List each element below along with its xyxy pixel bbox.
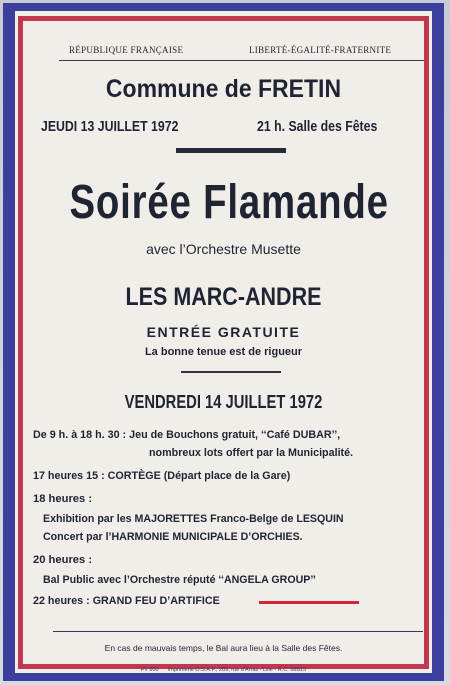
program-line (33, 554, 92, 566)
header-republique: RÉPUBLIQUE FRANÇAISE (69, 45, 184, 55)
program-time: 20 heures : (33, 554, 93, 566)
program-text: Jeu de Bouchons gratuit, ‘‘Café DUBAR’’, (129, 429, 341, 441)
header-rule (59, 60, 424, 61)
border-red-right (424, 16, 429, 669)
footer-rule (53, 631, 423, 632)
divider-bar (176, 148, 286, 153)
border-blue-bottom (3, 673, 444, 681)
program-time: De 9 h. à 18 h. 30 : (33, 429, 127, 441)
program-text: CORTÈGE (Départ place de la Gare) (107, 470, 291, 482)
program-line (33, 429, 340, 441)
dress-code: La bonne tenue est de rigueur (144, 346, 303, 358)
program-time: 17 heures 15 : (33, 470, 105, 482)
header-devise: LIBERTÉ-ÉGALITÉ-FRATERNITE (249, 45, 392, 55)
program-text: nombreux lots offert par la Municipalité. (149, 447, 354, 459)
program-line (43, 574, 316, 586)
border-blue-right (432, 3, 444, 681)
program-text: Concert par l’HARMONIE MUNICIPALE D’ORCHIES. (43, 531, 303, 543)
event-title: Soirée Flamande (69, 176, 389, 229)
printer-line (31, 667, 416, 673)
printer-code: FV 800 (140, 667, 159, 673)
entry-free: ENTRÉE GRATUITE (146, 324, 301, 340)
program-line (43, 513, 344, 525)
weather-note: En cas de mauvais temps, le Bal aura lieu à la Salle des Fêtes. (104, 643, 343, 653)
event-subtitle: avec l’Orchestre Musette (146, 241, 301, 257)
border-blue-top (3, 3, 444, 11)
program-text: Bal Public avec l’Orchestre réputé ‘‘ANGELA GROUP’’ (43, 574, 316, 586)
program-time: 18 heures : (33, 493, 93, 505)
program-line (43, 531, 303, 543)
program-line (33, 595, 220, 607)
program-time: 22 heures : (33, 595, 90, 607)
border-blue-left (3, 3, 15, 681)
divider-thin (181, 371, 281, 373)
border-red-left (18, 16, 23, 669)
border-red-top (18, 16, 429, 21)
poster-content (31, 25, 416, 673)
date-thursday: JEUDI 13 JUILLET 1972 (41, 118, 179, 135)
program-line (33, 493, 92, 505)
printer-credit: Imprimerie O.S.A.P., 289, rue d’Arras - Lille - R.C. 58B15 (167, 667, 307, 673)
date-friday: VENDREDI 14 JUILLET 1972 (124, 392, 323, 412)
program-text: GRAND FEU D’ARTIFICE (92, 595, 220, 607)
poster (3, 3, 444, 681)
orchestra-name: LES MARC-ANDRE (125, 283, 322, 311)
program-text: Exhibition par les MAJORETTES Franco-Belge de LESQUIN (43, 513, 344, 525)
commune-title: Commune de FRETIN (105, 75, 342, 103)
program-line (149, 447, 353, 459)
program-line (33, 470, 290, 482)
time-venue: 21 h. Salle des Fêtes (257, 118, 378, 135)
highlight-underline (259, 601, 359, 604)
